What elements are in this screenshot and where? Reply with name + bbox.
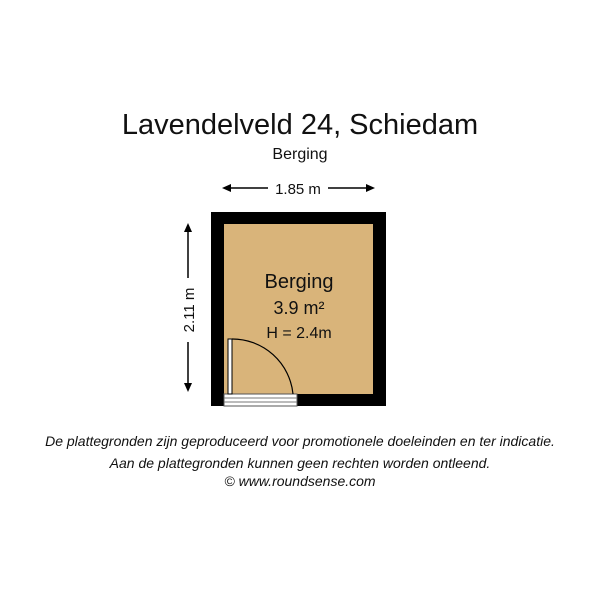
copyright-line: © www.roundsense.com [224,473,376,489]
width-dimension-label: 1.85 m [275,181,321,198]
room-height: H = 2.4m [266,325,332,342]
room-name: Berging [264,271,334,293]
room-area: 3.9 m² [273,298,325,318]
height-dimension [181,223,198,392]
disclaimer-line-2: Aan de plattegronden kunnen geen rechten worden ontleend. [109,455,491,471]
page-title: Lavendelveld 24, Schiedam [121,109,479,141]
disclaimer-line-1: De plattegronden zijn geproduceerd voor promotionele doeleinden en ter indicatie. [45,433,555,449]
width-dimension [222,181,375,198]
door-threshold [224,394,297,406]
height-dimension-label: 2.11 m [181,287,198,333]
floor-subtitle: Berging [272,146,328,163]
